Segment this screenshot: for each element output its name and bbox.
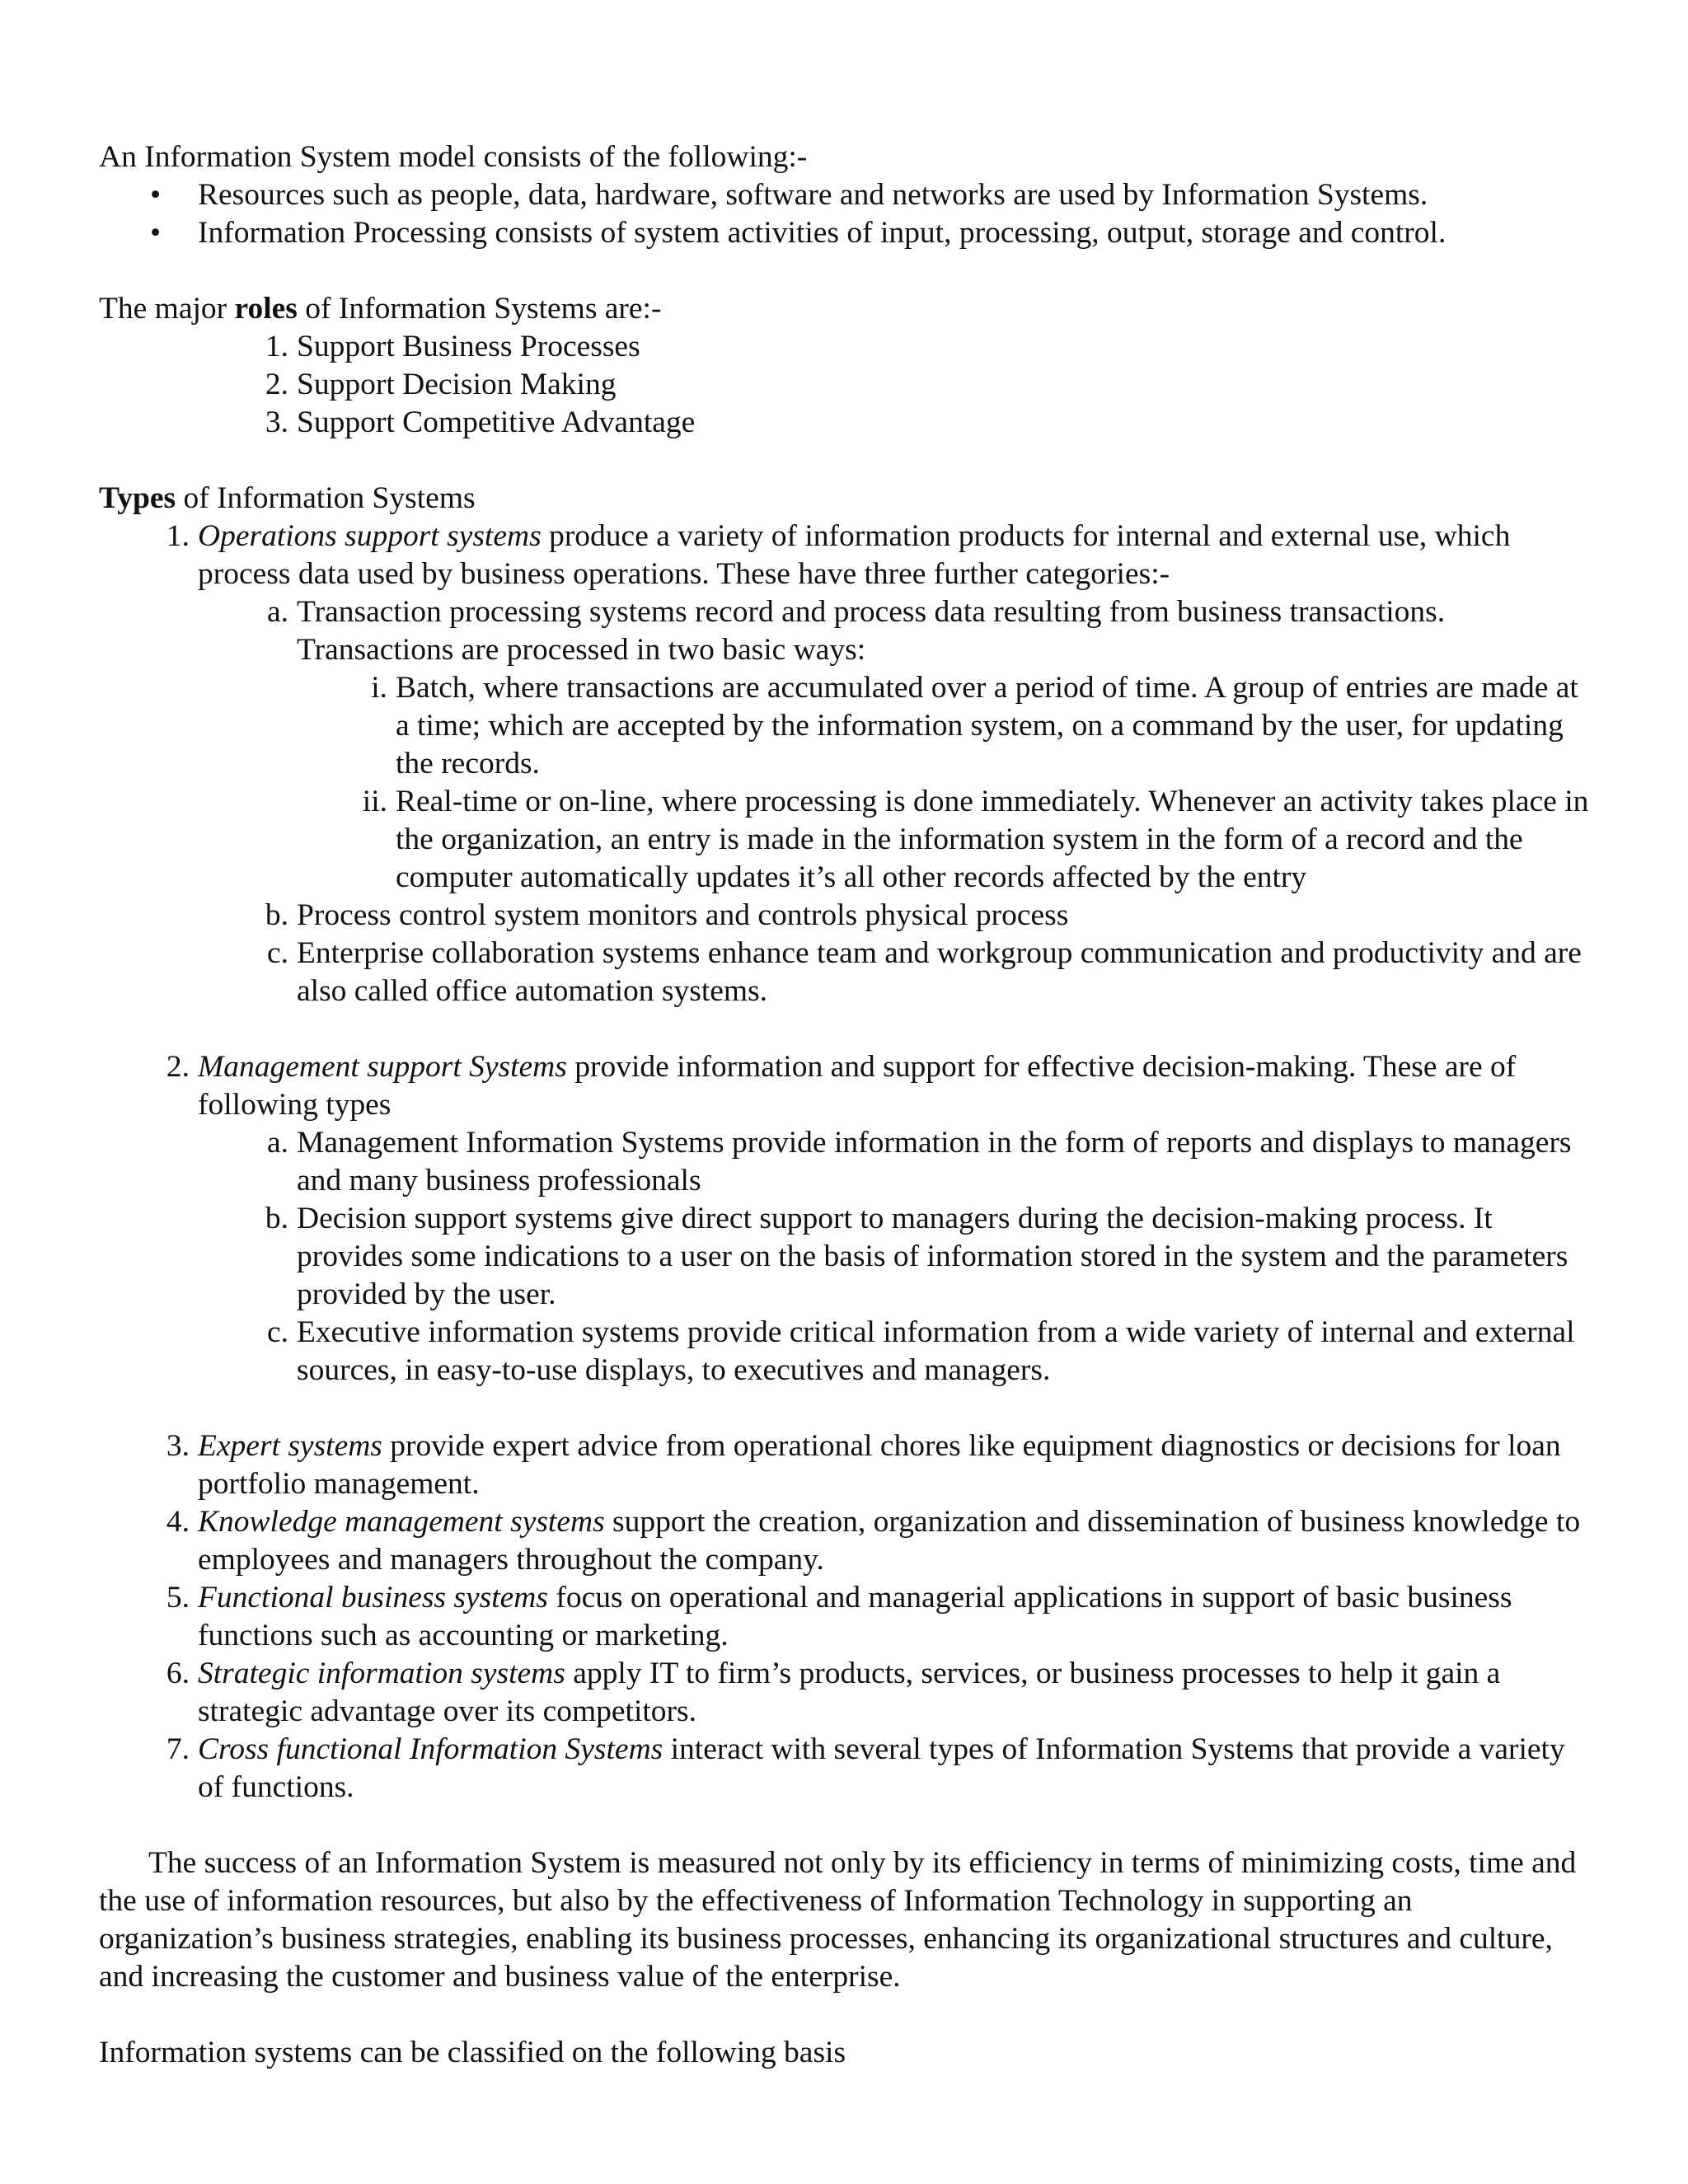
- list-text: Batch, where transactions are accumulated over a period of time. A group of entries are made at a time; which are accepted by the information system, on a command by the user, for updating the records.: [396, 671, 1578, 780]
- list-item: [99, 1655, 1591, 1731]
- types-bold: Types: [99, 481, 176, 515]
- type-text: produce a variety of information products for internal and external use, which process data used by business operations. These have three further categories:-: [198, 519, 1511, 591]
- document-page: [99, 138, 1591, 2072]
- list-item: [99, 593, 1591, 669]
- list-text: Executive information systems provide critical information from a wide variety of internal and external sources, in easy-to-use displays, to executives and managers.: [297, 1315, 1575, 1387]
- list-text: Process control system monitors and controls physical process: [297, 898, 1069, 932]
- list-item: [99, 935, 1591, 1010]
- bullet-mark: •: [150, 216, 162, 250]
- list-letter: c.: [266, 936, 288, 970]
- list-item: [99, 366, 1591, 404]
- list-text: Decision support systems give direct support to managers during the decision-making process. It provides some indications to a user on the basis of information stored in the system and the parameters provided by the user.: [297, 1202, 1568, 1311]
- list-roman: i.: [371, 671, 387, 705]
- list-number: 2.: [265, 368, 288, 401]
- list-number: 1.: [265, 330, 288, 363]
- type-title: Operations support systems: [198, 519, 542, 553]
- list-number: 3.: [265, 405, 288, 439]
- type-title: Management support Systems: [198, 1050, 567, 1084]
- intro-heading: An Information System model consists of the following:-: [99, 140, 808, 174]
- list-letter: c.: [266, 1315, 288, 1349]
- list-letter: b.: [265, 1202, 288, 1235]
- list-number: 5.: [166, 1581, 190, 1615]
- type-title: Expert systems: [198, 1429, 382, 1463]
- type-title: Functional business systems: [198, 1581, 548, 1615]
- list-item: [99, 518, 1591, 593]
- list-item: [99, 1124, 1591, 1200]
- list-letter: a.: [266, 1126, 288, 1160]
- roles-heading: The major roles of Information Systems are:-: [99, 292, 662, 326]
- list-text: Transaction processing systems record and process data resulting from business transactions. Transactions are processed in two basic ways:: [297, 595, 1446, 667]
- list-text: Enterprise collaboration systems enhance team and workgroup communication and productivity and are also called office automation systems.: [297, 936, 1582, 1008]
- list-item: [99, 1427, 1591, 1503]
- list-text: Real-time or on-line, where processing is done immediately. Whenever an activity takes place in the organization, an entry is made in the information system in the form of a record and the computer automatically updates it’s all other records affected by the entry: [396, 785, 1589, 894]
- success-paragraph: The success of an Information System is measured not only by its efficiency in terms of minimizing costs, time and the use of information resources, but also by the effectiveness of Information Technology in supporting an organization’s business strategies, enabling its business processes, enhancing its organizational structures and culture, and increasing the customer and business value of the enterprise.: [99, 1846, 1577, 1994]
- list-item: [99, 1200, 1591, 1314]
- list-number: 2.: [166, 1050, 190, 1084]
- list-item: [99, 1048, 1591, 1124]
- list-item: [99, 783, 1591, 897]
- list-text: Support Decision Making: [297, 368, 617, 401]
- list-item: [99, 1731, 1591, 1807]
- type-text: apply IT to firm’s products, services, or business processes to help it gain a strategic advantage over its competitors.: [198, 1657, 1501, 1728]
- roles-bold: roles: [234, 292, 298, 326]
- list-text: Support Business Processes: [297, 330, 640, 363]
- bullet-text: Information Processing consists of system activities of input, processing, output, storage and control.: [198, 216, 1447, 250]
- list-number: 3.: [166, 1429, 190, 1463]
- type-title: Strategic information systems: [198, 1657, 565, 1690]
- closing-line: Information systems can be classified on the following basis: [99, 2036, 846, 2069]
- type-text: interact with several types of Information Systems that provide a variety of functions.: [198, 1732, 1565, 1804]
- list-number: 4.: [166, 1505, 190, 1539]
- list-item: [99, 1579, 1591, 1655]
- list-item: [99, 1314, 1591, 1390]
- type-text: support the creation, organization and dissemination of business knowledge to employees and managers throughout the company.: [198, 1505, 1581, 1577]
- type-title: Knowledge management systems: [198, 1505, 605, 1539]
- list-item: [99, 328, 1591, 366]
- list-item: [99, 176, 1591, 214]
- bullet-mark: •: [150, 178, 162, 212]
- list-item: [99, 897, 1591, 935]
- list-item: [99, 1503, 1591, 1579]
- type-title: Cross functional Information Systems: [198, 1732, 663, 1766]
- list-number: 7.: [166, 1732, 190, 1766]
- types-heading: Types of Information Systems: [99, 481, 476, 515]
- list-number: 6.: [166, 1657, 190, 1690]
- list-number: 1.: [166, 519, 190, 553]
- type-text: provide information and support for effective decision-making. These are of following types: [198, 1050, 1517, 1122]
- list-item: [99, 669, 1591, 783]
- list-letter: b.: [265, 898, 288, 932]
- list-letter: a.: [266, 595, 288, 629]
- list-item: [99, 404, 1591, 442]
- type-text: focus on operational and managerial applications in support of basic business functions such as accounting or marketing.: [198, 1581, 1512, 1652]
- list-text: Support Competitive Advantage: [297, 405, 696, 439]
- bullet-text: Resources such as people, data, hardware, software and networks are used by Information Systems.: [198, 178, 1428, 212]
- type-text: provide expert advice from operational chores like equipment diagnostics or decisions for loan portfolio management.: [198, 1429, 1561, 1501]
- list-item: [99, 214, 1591, 252]
- list-roman: ii.: [362, 785, 387, 818]
- list-text: Management Information Systems provide information in the form of reports and displays to managers and many business professionals: [297, 1126, 1572, 1197]
